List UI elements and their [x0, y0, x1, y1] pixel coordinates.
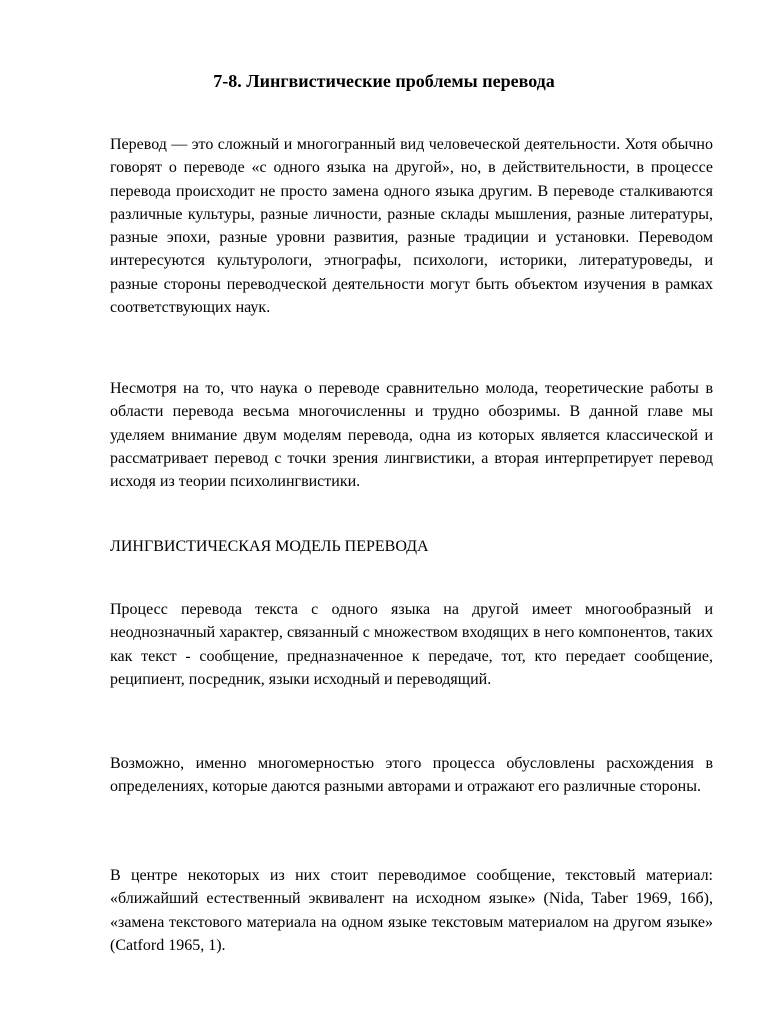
paragraph-process: Процесс перевода текста с одного языка на другой имеет многообразный и неоднозначный характер, связанный с множеством входящих в него компонентов, таких как текст - сообщение, предназначенное к передаче, тот, кто передает сообщение, реципиент, посредник, языки исходный и переводящий.: [110, 601, 713, 688]
page-title: 7-8. Лингвистические проблемы перевода: [213, 71, 555, 91]
paragraph-science: Несмотря на то, что наука о переводе сравнительно молода, теоретические работы в области перевода весьма многочисленны и трудно обозримы. В данной главе мы уделяем внимание двум моделям перевода, одна из которых является классической и рассматривает перевод с точки зрения лингвистики, а вторая интерпретирует перевод исходя из теории психолингвистики.: [110, 380, 713, 491]
section-heading: ЛИНГВИСТИЧЕСКАЯ МОДЕЛЬ ПЕРЕВОДА: [110, 538, 429, 555]
paragraph-intro: Перевод — это сложный и многогранный вид человеческой деятельности. Хотя обычно говорят о переводе «с одного языка на другой», но, в действительности, в процессе перевода происходит не просто замена одного языка другим. В переводе сталкиваются различные культуры, разные личности, разные склады мышления, разные литературы, разные эпохи, разные уровни развития, разные традиции и установки. Переводом интересуются культурологи, этнографы, психологи, историки, литературоведы, и разные стороны переводческой деятельности могут быть объектом изучения в рамках соответствующих наук.: [110, 136, 713, 317]
paragraph-definitions: В центре некоторых из них стоит переводимое сообщение, текстовый материал: «ближайший естественный эквивалент на исходном языке» (Nida, Taber 1969, 16б), «замена текстового материала на одном языке текстовым материалом на другом языке» (Catford 1965, 1).: [110, 867, 713, 954]
paragraph-multidimensionality: Возможно, именно многомерностью этого процесса обусловлены расхождения в определениях, которые даются разными авторами и отражают его различные стороны.: [110, 755, 713, 796]
